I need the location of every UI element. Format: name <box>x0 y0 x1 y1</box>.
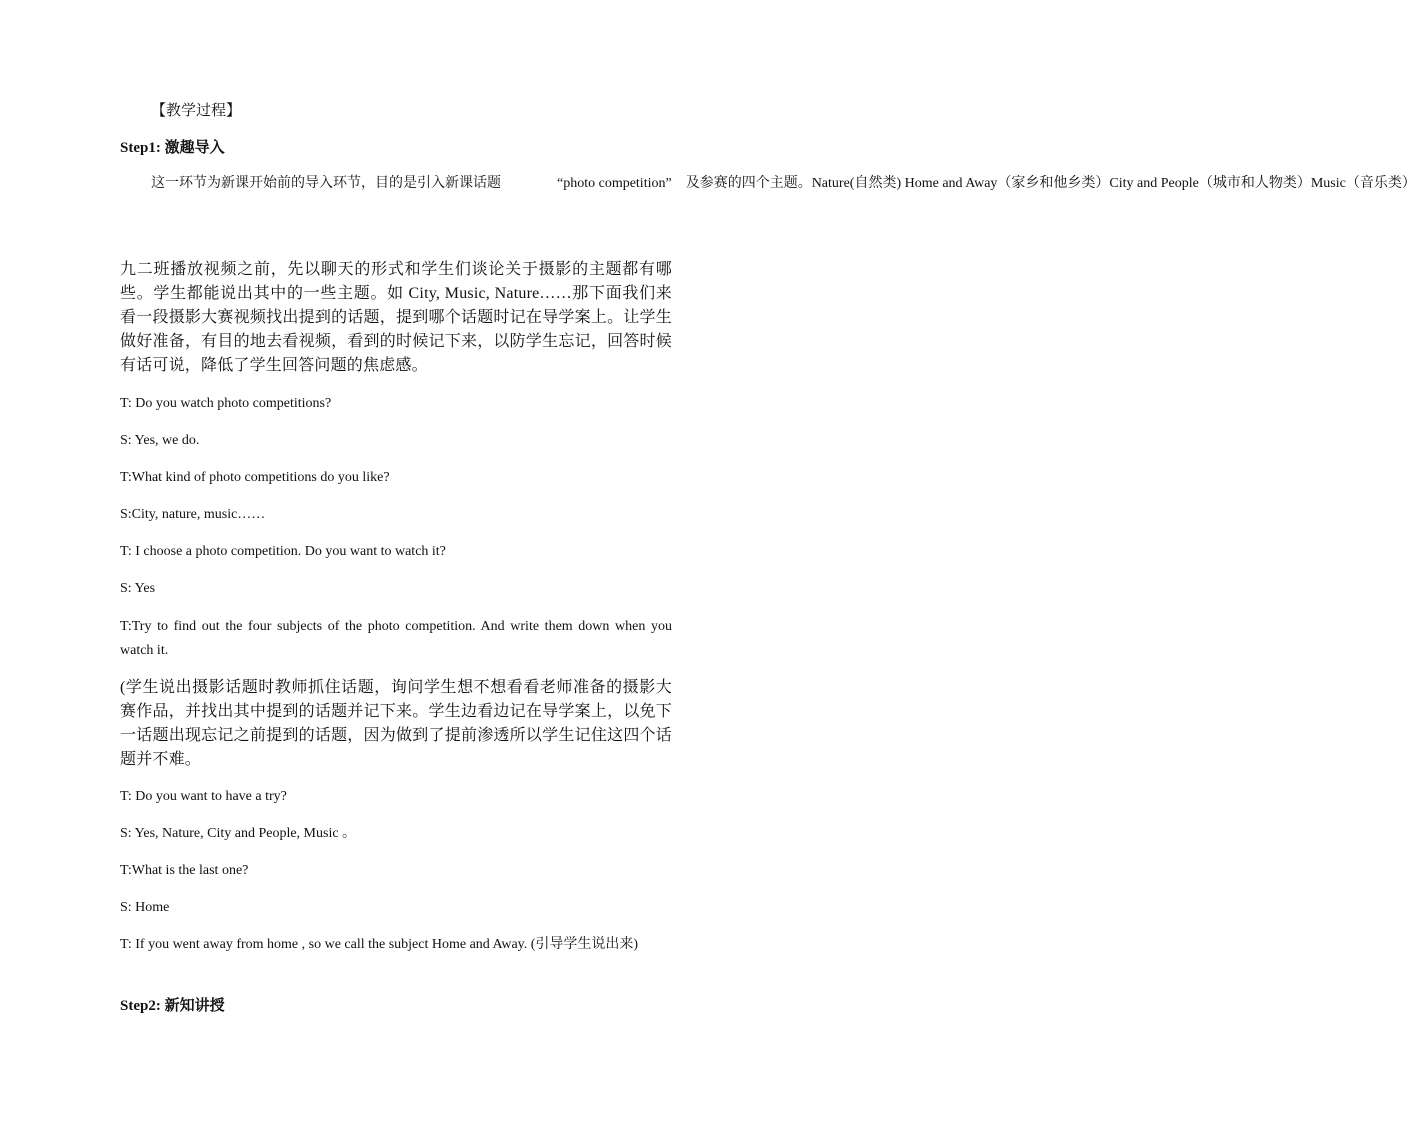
section-title: 【教学过程】 <box>151 103 242 119</box>
class-paragraph: 九二班播放视频之前，先以聊天的形式和学生们谈论关于摄影的主题都有哪些。学生都能说出其中的一些主题。如 City, Music, Nature……那下面我们来看一段摄影大赛视频找出提到的话题，提到哪个话题时记在导学案上。让学生做好准备，有目的地去看视频，看到的时候记下来，以防学生忘记，回答时候有话可说，降低了学生回答问题的焦虑感。 <box>120 261 672 374</box>
dialogue-line: S:City, nature, music…… <box>120 507 266 522</box>
dialogue-line: S: Yes <box>120 581 156 596</box>
step2-heading: Step2: 新知讲授 <box>120 998 225 1014</box>
step1-heading: Step1: 激趣导入 <box>120 140 225 156</box>
try-paragraph: T:Try to find out the four subjects of the photo competition. And write them down when you watch it. <box>120 619 672 658</box>
intro-paragraph: 这一环节为新课开始前的导入环节，目的是引入新课话题 “photo competition” 及参赛的四个主题。Nature(自然类) Home and Away（家乡和他乡类）City and People（城市和人物类）Music（音乐类） <box>151 176 1416 191</box>
dialogue-line: T: I choose a photo competition. Do you want to watch it? <box>120 544 446 559</box>
dialogue-line: T:What kind of photo competitions do you like? <box>120 470 390 485</box>
dialogue-line: S: Yes, we do. <box>120 433 200 448</box>
dialogue-line: S: Home <box>120 900 170 915</box>
note-paragraph: (学生说出摄影话题时教师抓住话题，询问学生想不想看看老师准备的摄影大赛作品，并找出其中提到的话题并记下来。学生边看边记在导学案上，以免下一话题出现忘记之前提到的话题，因为做到了提前渗透所以学生记住这四个话题并不难。 <box>120 679 672 768</box>
dialogue-line: T: Do you watch photo competitions? <box>120 396 332 411</box>
dialogue-line: T:What is the last one? <box>120 863 249 878</box>
dialogue-line: T: Do you want to have a try? <box>120 789 287 804</box>
dialogue-line: S: Yes, Nature, City and People, Music 。 <box>120 826 357 841</box>
last-paragraph: T: If you went away from home , so we call the subject Home and Away. (引导学生说出来) <box>120 937 639 952</box>
